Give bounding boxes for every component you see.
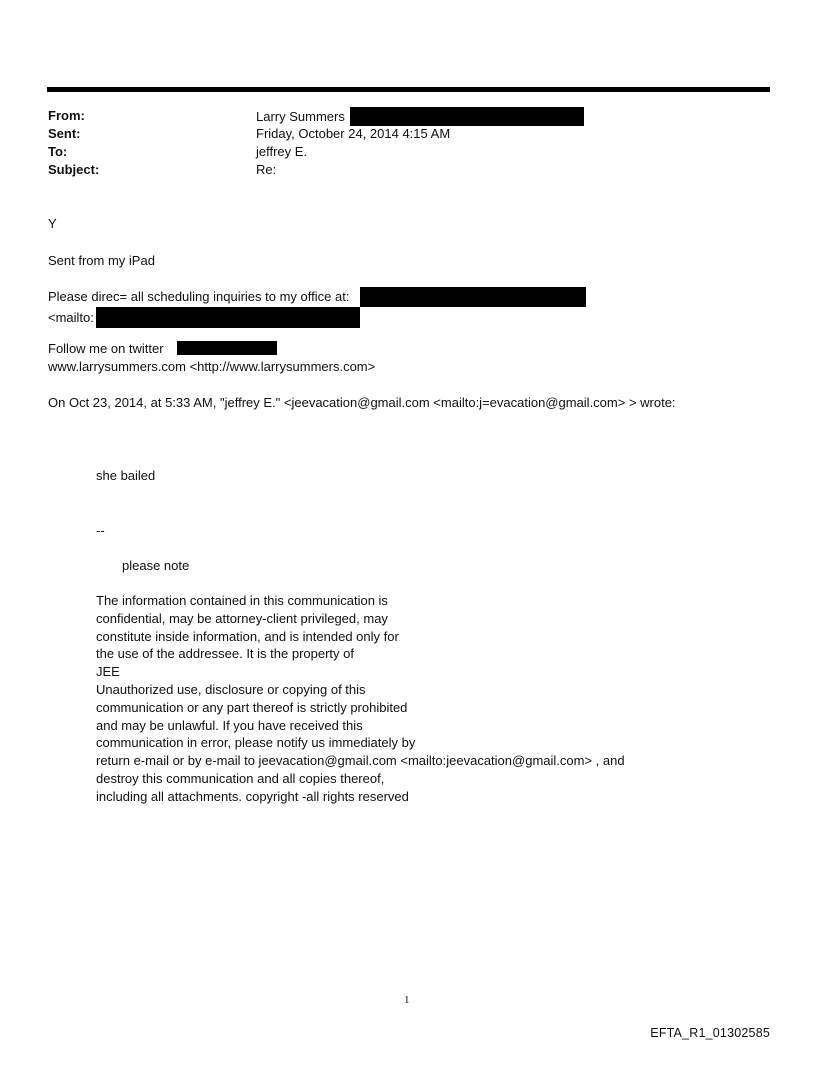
disclaimer: [96, 592, 625, 806]
separator: --: [96, 523, 105, 538]
from-label: From:: [48, 108, 85, 123]
sent-label: Sent:: [48, 126, 81, 141]
disclaimer-line: JEE: [96, 664, 120, 680]
header-rule: [47, 87, 770, 92]
redaction-mailto: [96, 307, 360, 328]
quote-intro: On Oct 23, 2014, at 5:33 AM, "jeffrey E." <jeevacation@gmail.com <mailto:j=evacation@gmail.com> > wrote:: [48, 395, 676, 410]
disclaimer-line: communication or any part thereof is strictly prohibited: [96, 699, 408, 715]
from-value: Larry Summers: [256, 108, 345, 124]
disclaimer-line: including all attachments. copyright -all rights reserved: [96, 788, 409, 804]
page-number: 1: [404, 994, 410, 1006]
sent-value: Friday, October 24, 2014 4:15 AM: [256, 126, 451, 141]
twitter-text: Follow me on twitter: [48, 341, 164, 356]
quoted-message: she bailed: [96, 468, 156, 483]
disclaimer-line: Unauthorized use, disclosure or copying of this: [96, 681, 366, 697]
please-note: please note: [122, 558, 190, 573]
reply-text: Y: [48, 216, 57, 231]
subject-label: Subject:: [48, 162, 100, 177]
disclaimer-line: destroy this communication and all copies thereof,: [96, 770, 385, 786]
redaction-from-email: [350, 107, 584, 126]
from-row: [256, 107, 584, 126]
disclaimer-line: and may be unlawful. If you have received this: [96, 717, 363, 733]
disclaimer-line: the use of the addressee. It is the property of: [96, 646, 354, 662]
disclaimer-line: constitute inside information, and is intended only for: [96, 628, 399, 644]
website-link[interactable]: www.larrysummers.com <http://www.larrysummers.com>: [48, 359, 376, 374]
to-label: To:: [48, 144, 68, 159]
disclaimer-line: communication in error, please notify us immediately by: [96, 735, 416, 751]
mailto-row: [48, 307, 360, 328]
document-id: EFTA_R1_01302585: [650, 1026, 770, 1040]
disclaimer-line: return e-mail or by e-mail to jeevacation@gmail.com <mailto:jeevacation@gmail.com> , and: [96, 753, 625, 769]
scheduling-text: Please direc= all scheduling inquiries to my office at:: [48, 289, 350, 304]
signature: Sent from my iPad: [48, 253, 155, 268]
to-value: jeffrey E.: [256, 144, 308, 159]
redaction-twitter: [177, 341, 277, 355]
redaction-office-email: [360, 287, 586, 307]
disclaimer-line: The information contained in this communication is: [96, 593, 388, 608]
mailto-text: <mailto:: [48, 309, 94, 325]
disclaimer-line: confidential, may be attorney-client privileged, may: [96, 610, 388, 626]
subject-value: Re:: [256, 162, 277, 177]
